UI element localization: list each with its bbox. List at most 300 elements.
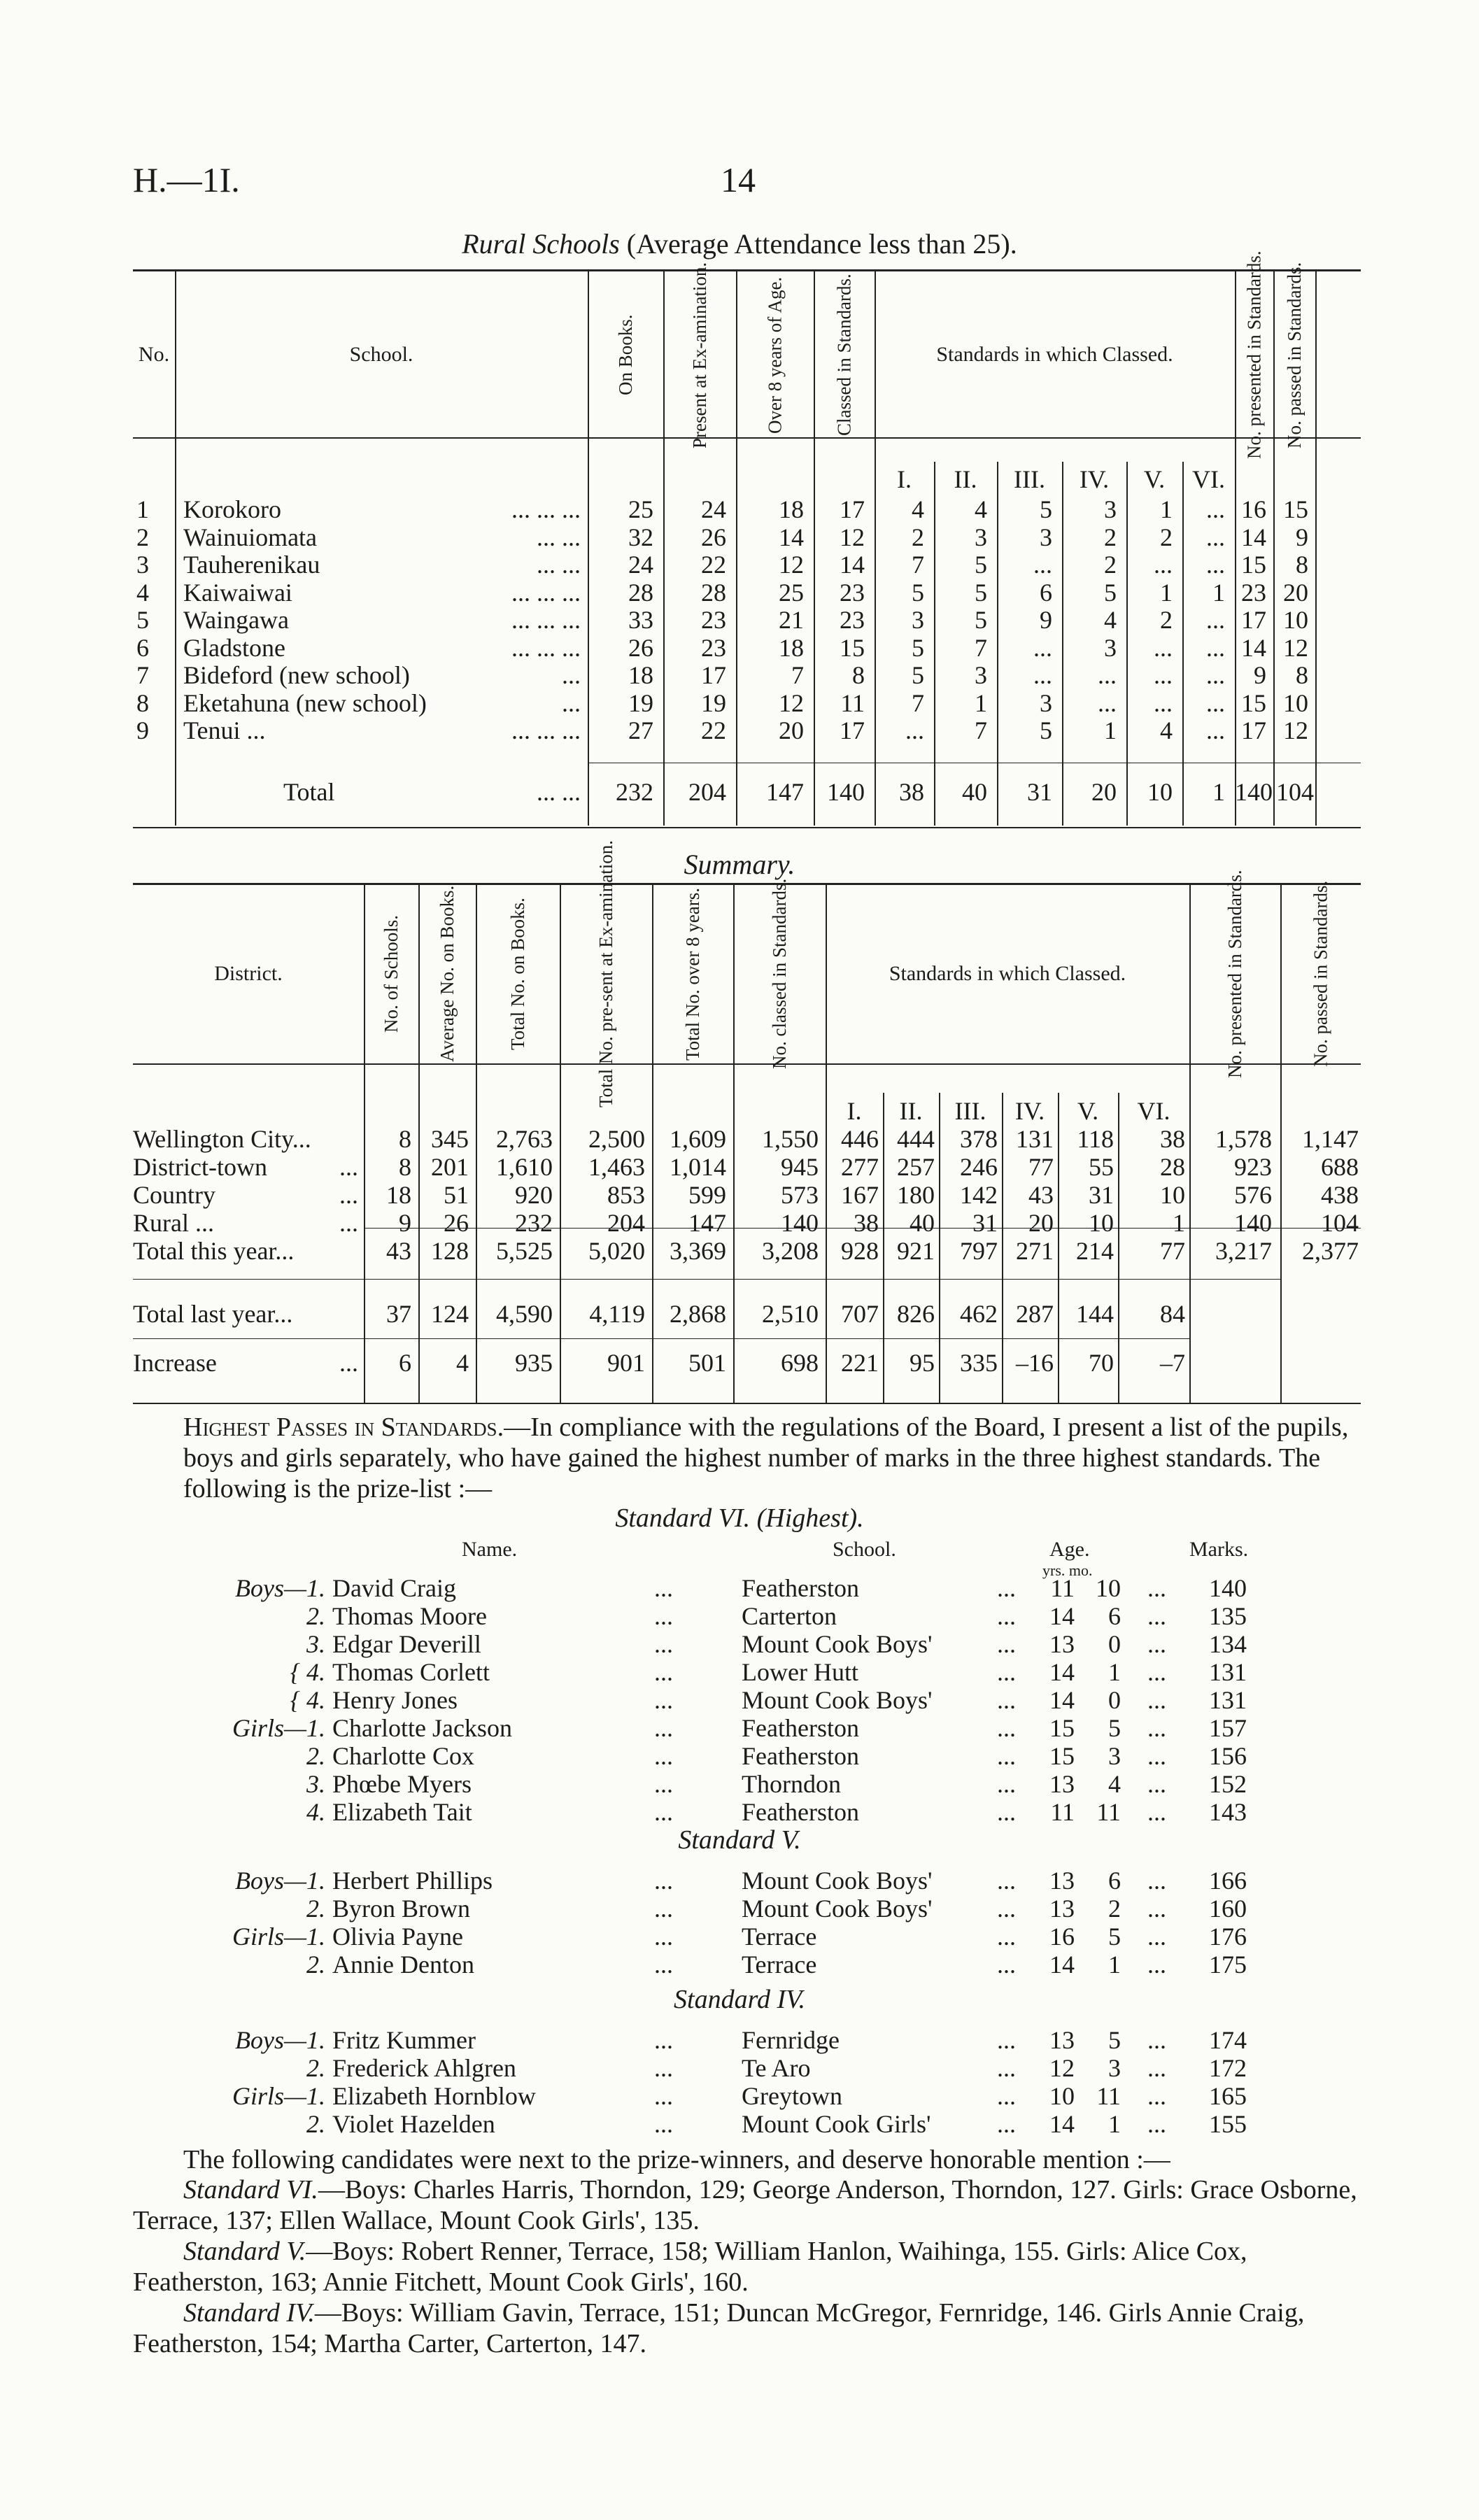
header-presented: No. presented in Standards. bbox=[1243, 250, 1265, 460]
value-std-4: ... bbox=[1098, 688, 1117, 717]
value-presented: 9 bbox=[1254, 661, 1266, 689]
mention-text: —Boys: Charles Harris, Thorndon, 129; George Anderson, Thorndon, 127. Girls: Grace Osborne, Terrace, 137; Ellen Wallace, Mount Cook Girls', 135. bbox=[133, 2175, 1357, 2235]
district-row-pres: 1,463 bbox=[588, 1153, 645, 1181]
increase-std-6: –7 bbox=[1160, 1349, 1185, 1377]
leader-dots: ... bbox=[997, 1630, 1016, 1658]
total-last-year-avg: 124 bbox=[431, 1300, 469, 1328]
leader-dots: ... bbox=[654, 2082, 673, 2110]
value-on: 33 bbox=[628, 606, 653, 634]
std6-entry-name: Thomas Moore bbox=[332, 1602, 487, 1630]
district-row-std-2: 40 bbox=[910, 1209, 935, 1237]
leader-dots: ... ... ... bbox=[511, 633, 581, 662]
value-std-1: ... bbox=[905, 716, 924, 744]
value-passed: 9 bbox=[1296, 523, 1308, 551]
value-std-5: 4 bbox=[1160, 716, 1173, 744]
std5-entry-marks: 175 bbox=[1209, 1951, 1247, 1979]
leader-dots: ... bbox=[1147, 1574, 1166, 1602]
row-no: 4 bbox=[136, 578, 149, 607]
leader-dots: ... bbox=[1147, 1770, 1166, 1798]
total-on: 232 bbox=[616, 778, 653, 806]
leader-dots: ... bbox=[654, 1770, 673, 1798]
leader-dots: ... bbox=[997, 2082, 1016, 2110]
std-head-6: VI. bbox=[1192, 465, 1225, 493]
leader-dots: ... bbox=[339, 1181, 358, 1209]
mention-text: —Boys: William Gavin, Terrace, 151; Duncan McGregor, Fernridge, 146. Girls Annie Craig, Featherston, 154; Martha Carter, Carterton, 147. bbox=[133, 2298, 1305, 2358]
total-last-year-std-6: 84 bbox=[1160, 1300, 1185, 1328]
district-row-n: 8 bbox=[399, 1125, 411, 1153]
col-head-school: School. bbox=[833, 1538, 896, 1561]
mention-paragraph bbox=[133, 2236, 1364, 2298]
std4-entry-name: Fritz Kummer bbox=[332, 2026, 476, 2054]
std4-entry-marks: 155 bbox=[1209, 2110, 1247, 2138]
std-head-2: II. bbox=[899, 1097, 923, 1125]
district-row-district: District-town bbox=[133, 1153, 267, 1181]
value-std-2: 7 bbox=[975, 633, 987, 662]
row-no: 3 bbox=[136, 551, 149, 579]
page-number: 14 bbox=[721, 160, 756, 199]
value-over: 21 bbox=[779, 606, 804, 634]
header-average-on-books: Average No. on Books. bbox=[437, 885, 458, 1063]
leader-dots: ... bbox=[654, 1798, 673, 1826]
value-std-5: 2 bbox=[1160, 523, 1173, 551]
std6-entry-prefix: 2. bbox=[306, 1742, 325, 1770]
std5-entry-prefix: 2. bbox=[306, 1895, 325, 1923]
std6-entry-age-years: 15 bbox=[1049, 1742, 1075, 1770]
leader-dots: ... bbox=[654, 2026, 673, 2054]
std4-entry-name: Violet Hazelden bbox=[332, 2110, 495, 2138]
value-over: 18 bbox=[779, 633, 804, 662]
header-classed: No. classed in Standards. bbox=[769, 878, 790, 1070]
district-row-n: 18 bbox=[386, 1181, 411, 1209]
total-last-year-std-3: 462 bbox=[960, 1300, 998, 1328]
header-on-books: On Books. bbox=[615, 314, 636, 396]
increase-std-4: –16 bbox=[1016, 1349, 1054, 1377]
mention-text: —Boys: Robert Renner, Terrace, 158; William Hanlon, Waihinga, 155. Girls: Alice Cox, Featherston, 163; Annie Fitchett, Mount Cook Girls', 160. bbox=[133, 2237, 1247, 2297]
district-row-std-2: 257 bbox=[897, 1153, 935, 1181]
increase-n: 6 bbox=[399, 1349, 411, 1377]
value-std-2: 3 bbox=[975, 523, 987, 551]
value-pres: 22 bbox=[701, 716, 726, 744]
district-row-std-4: 131 bbox=[1016, 1125, 1054, 1153]
district-row-std-5: 10 bbox=[1089, 1209, 1114, 1237]
value-pres: 26 bbox=[701, 523, 726, 551]
leader-dots: ... bbox=[1147, 1714, 1166, 1742]
total-last-year-pres: 4,119 bbox=[589, 1300, 645, 1328]
value-std-3: 5 bbox=[1040, 495, 1052, 523]
district-row-n: 9 bbox=[399, 1209, 411, 1237]
total-this-year-std-1: 928 bbox=[841, 1237, 879, 1265]
value-std-1: 7 bbox=[912, 551, 924, 579]
std6-entry-prefix: { 4. bbox=[290, 1686, 325, 1714]
total-label: Total bbox=[283, 778, 335, 806]
value-std-2: 7 bbox=[975, 716, 987, 744]
district-row-std-3: 142 bbox=[960, 1181, 998, 1209]
leader-dots: ... bbox=[654, 1686, 673, 1714]
school-name: Kaiwaiwai bbox=[183, 578, 292, 607]
std6-entry-prefix: 2. bbox=[306, 1602, 325, 1630]
total-std-1: 38 bbox=[899, 778, 924, 806]
std5-entry-age-years: 13 bbox=[1049, 1895, 1075, 1923]
value-cls: 12 bbox=[840, 523, 865, 551]
leader-dots: ... bbox=[997, 1923, 1016, 1951]
increase-avg: 4 bbox=[456, 1349, 469, 1377]
school-name: Tauherenikau bbox=[183, 551, 320, 579]
value-std-5: ... bbox=[1154, 661, 1173, 689]
total-this-year-avg: 128 bbox=[431, 1237, 469, 1265]
total-last-year-over: 2,868 bbox=[670, 1300, 726, 1328]
district-row-std-1: 167 bbox=[841, 1181, 879, 1209]
total-presented: 140 bbox=[1235, 778, 1273, 806]
total-std-4: 20 bbox=[1091, 778, 1117, 806]
school-name: Tenui ... bbox=[183, 716, 266, 744]
value-std-2: 3 bbox=[975, 661, 987, 689]
total-last-year-std-2: 826 bbox=[897, 1300, 935, 1328]
std6-entry-age-months: 1 bbox=[1108, 1658, 1121, 1686]
district-row-std-1: 446 bbox=[841, 1125, 879, 1153]
value-std-3: 3 bbox=[1040, 688, 1052, 717]
total-this-year-district: Total this year... bbox=[133, 1237, 295, 1265]
value-std-3: 5 bbox=[1040, 716, 1052, 744]
leader-dots: ... ... bbox=[537, 551, 581, 579]
district-row-cls: 140 bbox=[781, 1209, 819, 1237]
total-this-year-std-6: 77 bbox=[1160, 1237, 1185, 1265]
row-no: 7 bbox=[136, 661, 149, 689]
district-row-avg: 345 bbox=[431, 1125, 469, 1153]
header-standards: Standards in which Classed. bbox=[936, 343, 1173, 366]
leader-dots: ... bbox=[654, 1658, 673, 1686]
std-head-1: I. bbox=[847, 1097, 862, 1125]
value-passed: 20 bbox=[1283, 578, 1308, 607]
std4-entry-name: Frederick Ahlgren bbox=[332, 2054, 516, 2082]
value-cls: 8 bbox=[852, 661, 865, 689]
district-row-district: Country bbox=[133, 1181, 216, 1209]
district-row-passed: 438 bbox=[1321, 1181, 1359, 1209]
standard-v-title: Standard V. bbox=[678, 1825, 801, 1855]
std4-entry-age-months: 3 bbox=[1108, 2054, 1121, 2082]
value-std-5: ... bbox=[1154, 633, 1173, 662]
value-presented: 17 bbox=[1241, 716, 1266, 744]
leader-dots: ... bbox=[1147, 1798, 1166, 1826]
district-row-tb: 1,610 bbox=[496, 1153, 553, 1181]
leader-dots: ... bbox=[1147, 1658, 1166, 1686]
std4-entry-prefix: 2. bbox=[306, 2110, 325, 2138]
district-row-std-3: 246 bbox=[960, 1153, 998, 1181]
intro-lead: Highest Passes in Standards. bbox=[183, 1413, 504, 1442]
value-over: 12 bbox=[779, 688, 804, 717]
std6-entry-age-years: 14 bbox=[1049, 1602, 1075, 1630]
std4-entry-school: Te Aro bbox=[742, 2054, 811, 2082]
row-no: 1 bbox=[136, 495, 149, 523]
header-presented: No. presented in Standards. bbox=[1224, 870, 1245, 1078]
district-row-over: 599 bbox=[688, 1181, 726, 1209]
row-no: 9 bbox=[136, 716, 149, 744]
std6-entry-age-months: 6 bbox=[1108, 1602, 1121, 1630]
leader-dots: ... bbox=[997, 1867, 1016, 1895]
std5-entry-age-months: 6 bbox=[1108, 1867, 1121, 1895]
district-row-avg: 51 bbox=[444, 1181, 469, 1209]
leader-dots: ... bbox=[339, 1209, 358, 1237]
std5-entry-name: Byron Brown bbox=[332, 1895, 470, 1923]
district-row-std-3: 31 bbox=[972, 1209, 998, 1237]
leader-dots: ... bbox=[654, 2110, 673, 2138]
row-no: 5 bbox=[136, 606, 149, 634]
leader-dots: ... bbox=[1147, 2054, 1166, 2082]
total-std-5: 10 bbox=[1147, 778, 1173, 806]
leader-dots: ... bbox=[654, 1742, 673, 1770]
total-last-year-std-4: 287 bbox=[1016, 1300, 1054, 1328]
value-pres: 19 bbox=[701, 688, 726, 717]
value-on: 18 bbox=[628, 661, 653, 689]
header-passed: No. passed in Standards. bbox=[1310, 880, 1331, 1068]
leader-dots: ... bbox=[654, 1630, 673, 1658]
district-row-std-5: 55 bbox=[1089, 1153, 1114, 1181]
std4-entry-marks: 165 bbox=[1209, 2082, 1247, 2110]
std-head-2: II. bbox=[954, 465, 977, 493]
header-school: School. bbox=[349, 343, 413, 366]
std6-entry-school: Featherston bbox=[742, 1574, 859, 1602]
total-std-6: 1 bbox=[1212, 778, 1225, 806]
std-head-3: III. bbox=[1014, 465, 1045, 493]
value-std-5: 1 bbox=[1160, 578, 1173, 607]
std5-entry-name: Olivia Payne bbox=[332, 1923, 463, 1951]
std6-entry-age-months: 5 bbox=[1108, 1714, 1121, 1742]
value-presented: 23 bbox=[1241, 578, 1266, 607]
std-head-4: IV. bbox=[1079, 465, 1110, 493]
value-std-1: 7 bbox=[912, 688, 924, 717]
value-presented: 15 bbox=[1241, 551, 1266, 579]
value-std-2: 1 bbox=[975, 688, 987, 717]
leader-dots: ... ... ... bbox=[511, 495, 581, 523]
district-row-std-1: 277 bbox=[841, 1153, 879, 1181]
district-row-avg: 201 bbox=[431, 1153, 469, 1181]
total-last-year-district: Total last year... bbox=[133, 1300, 293, 1328]
value-presented: 14 bbox=[1241, 523, 1266, 551]
std5-entry-age-months: 5 bbox=[1108, 1923, 1121, 1951]
district-row-std-5: 31 bbox=[1089, 1181, 1114, 1209]
district-row-cls: 1,550 bbox=[762, 1125, 819, 1153]
total-this-year-cls: 3,208 bbox=[762, 1237, 819, 1265]
district-row-over: 1,014 bbox=[670, 1153, 726, 1181]
header-total-on-books: Total No. on Books. bbox=[507, 898, 528, 1050]
school-name: Bideford (new school) bbox=[183, 661, 410, 689]
std4-entry-age-months: 11 bbox=[1096, 2082, 1121, 2110]
value-std-2: 5 bbox=[975, 551, 987, 579]
school-name: Wainuiomata bbox=[183, 523, 318, 551]
value-passed: 8 bbox=[1296, 551, 1308, 579]
header-classed: Classed in Standards. bbox=[833, 274, 855, 437]
value-std-5: ... bbox=[1154, 688, 1173, 717]
leader-dots: ... ... bbox=[537, 523, 581, 551]
std6-entry-prefix: 4. bbox=[306, 1798, 325, 1826]
total-this-year-std-2: 921 bbox=[897, 1237, 935, 1265]
std6-entry-prefix: 3. bbox=[306, 1630, 325, 1658]
std6-entry-marks: 131 bbox=[1209, 1658, 1247, 1686]
std6-entry-marks: 135 bbox=[1209, 1602, 1247, 1630]
value-passed: 10 bbox=[1283, 606, 1308, 634]
district-row-presented: 140 bbox=[1234, 1209, 1272, 1237]
std-head-1: I. bbox=[897, 465, 912, 493]
leader-dots: ... ... bbox=[537, 778, 581, 806]
std6-entry-age-months: 3 bbox=[1108, 1742, 1121, 1770]
std6-entry-age-years: 11 bbox=[1050, 1798, 1075, 1826]
value-std-3: 3 bbox=[1040, 523, 1052, 551]
total-this-year-passed: 2,377 bbox=[1302, 1237, 1359, 1265]
std6-entry-name: David Craig bbox=[332, 1574, 456, 1602]
std6-entry-school: Featherston bbox=[742, 1798, 859, 1826]
leader-dots: ... bbox=[997, 1686, 1016, 1714]
value-cls: 17 bbox=[840, 495, 865, 523]
std6-entry-marks: 131 bbox=[1209, 1686, 1247, 1714]
leader-dots: ... bbox=[997, 1714, 1016, 1742]
total-cls: 140 bbox=[827, 778, 865, 806]
district-row-std-4: 77 bbox=[1028, 1153, 1054, 1181]
value-std-2: 4 bbox=[975, 495, 987, 523]
header-total-present: Total No. pre-sent at Ex-amination. bbox=[595, 840, 616, 1107]
value-std-6: ... bbox=[1206, 633, 1225, 662]
std6-entry-marks: 157 bbox=[1209, 1714, 1247, 1742]
header-no: No. bbox=[138, 343, 170, 366]
std6-entry-age-years: 11 bbox=[1050, 1574, 1075, 1602]
std5-entry-school: Terrace bbox=[742, 1923, 817, 1951]
value-pres: 22 bbox=[701, 551, 726, 579]
district-row-presented: 923 bbox=[1234, 1153, 1272, 1181]
std-head-4: IV. bbox=[1014, 1097, 1045, 1125]
std6-entry-school: Featherston bbox=[742, 1742, 859, 1770]
district-row-std-4: 43 bbox=[1028, 1181, 1054, 1209]
row-no: 8 bbox=[136, 688, 149, 717]
value-pres: 23 bbox=[701, 633, 726, 662]
school-name: Eketahuna (new school) bbox=[183, 688, 427, 717]
std6-entry-prefix: Boys—1. bbox=[235, 1574, 325, 1602]
std6-entry-age-months: 0 bbox=[1108, 1686, 1121, 1714]
std4-entry-age-years: 12 bbox=[1049, 2054, 1075, 2082]
value-pres: 28 bbox=[701, 578, 726, 607]
value-cls: 17 bbox=[840, 716, 865, 744]
school-name: Gladstone bbox=[183, 633, 285, 662]
value-passed: 15 bbox=[1283, 495, 1308, 523]
district-row-passed: 1,147 bbox=[1302, 1125, 1359, 1153]
value-on: 32 bbox=[628, 523, 653, 551]
total-last-year-std-1: 707 bbox=[841, 1300, 879, 1328]
value-presented: 16 bbox=[1241, 495, 1266, 523]
value-std-6: ... bbox=[1206, 495, 1225, 523]
total-this-year-std-5: 214 bbox=[1076, 1237, 1114, 1265]
value-std-6: ... bbox=[1206, 523, 1225, 551]
leader-dots: ... bbox=[997, 1770, 1016, 1798]
mention-standard: Standard IV. bbox=[183, 2298, 315, 2328]
col-head-yrs-mo: yrs. mo. bbox=[1042, 1562, 1093, 1579]
std4-entry-age-months: 1 bbox=[1108, 2110, 1121, 2138]
district-row-tb: 2,763 bbox=[496, 1125, 553, 1153]
std6-entry-age-years: 15 bbox=[1049, 1714, 1075, 1742]
std6-entry-age-months: 4 bbox=[1108, 1770, 1121, 1798]
leader-dots: ... ... ... bbox=[511, 716, 581, 744]
value-std-5: 2 bbox=[1160, 606, 1173, 634]
value-std-4: ... bbox=[1098, 661, 1117, 689]
std6-entry-name: Thomas Corlett bbox=[332, 1658, 490, 1686]
leader-dots: ... bbox=[562, 688, 581, 717]
value-std-4: 4 bbox=[1104, 606, 1117, 634]
value-std-5: 1 bbox=[1160, 495, 1173, 523]
value-pres: 24 bbox=[701, 495, 726, 523]
district-row-over: 1,609 bbox=[670, 1125, 726, 1153]
value-on: 24 bbox=[628, 551, 653, 579]
std-head-6: VI. bbox=[1137, 1097, 1170, 1125]
leader-dots: ... bbox=[339, 1153, 358, 1181]
summary-caption: Summary. bbox=[684, 849, 795, 880]
intro-text: —In compliance with the regulations of the Board, I present a list of the pupils, boys and girls separately, who have gained the highest number of marks in the three highest standards. The following is the prize-list :— bbox=[183, 1413, 1349, 1503]
std6-entry-name: Charlotte Cox bbox=[332, 1742, 474, 1770]
value-on: 28 bbox=[628, 578, 653, 607]
school-name: Waingawa bbox=[183, 606, 290, 634]
std5-entry-prefix: Boys—1. bbox=[235, 1867, 325, 1895]
district-row-cls: 945 bbox=[781, 1153, 819, 1181]
std-head-5: V. bbox=[1077, 1097, 1099, 1125]
value-std-1: 5 bbox=[912, 578, 924, 607]
std4-entry-age-years: 14 bbox=[1049, 2110, 1075, 2138]
leader-dots: ... bbox=[997, 1742, 1016, 1770]
district-row-std-2: 180 bbox=[897, 1181, 935, 1209]
leader-dots: ... bbox=[1147, 1630, 1166, 1658]
district-row-tb: 920 bbox=[515, 1181, 553, 1209]
std5-entry-age-months: 1 bbox=[1108, 1951, 1121, 1979]
std4-entry-age-years: 10 bbox=[1049, 2082, 1075, 2110]
value-over: 14 bbox=[779, 523, 804, 551]
value-std-1: 5 bbox=[912, 633, 924, 662]
std5-entry-name: Herbert Phillips bbox=[332, 1867, 493, 1895]
value-passed: 12 bbox=[1283, 633, 1308, 662]
leader-dots: ... bbox=[654, 1923, 673, 1951]
value-on: 19 bbox=[628, 688, 653, 717]
district-row-std-6: 38 bbox=[1160, 1125, 1185, 1153]
total-last-year-tb: 4,590 bbox=[496, 1300, 553, 1328]
value-std-2: 5 bbox=[975, 578, 987, 607]
district-row-over: 147 bbox=[688, 1209, 726, 1237]
std5-entry-age-years: 16 bbox=[1049, 1923, 1075, 1951]
increase-over: 501 bbox=[688, 1349, 726, 1377]
std4-entry-school: Fernridge bbox=[742, 2026, 840, 2054]
district-row-district: Rural ... bbox=[133, 1209, 214, 1237]
std6-entry-prefix: Girls—1. bbox=[232, 1714, 325, 1742]
total-std-2: 40 bbox=[962, 778, 987, 806]
district-row-tb: 232 bbox=[515, 1209, 553, 1237]
leader-dots: ... bbox=[1147, 1602, 1166, 1630]
leader-dots: ... bbox=[654, 1574, 673, 1602]
value-std-6: ... bbox=[1206, 551, 1225, 579]
std6-entry-name: Elizabeth Tait bbox=[332, 1798, 472, 1826]
std6-entry-age-months: 0 bbox=[1108, 1630, 1121, 1658]
leader-dots: ... bbox=[997, 1602, 1016, 1630]
value-cls: 14 bbox=[840, 551, 865, 579]
leader-dots: ... bbox=[1147, 2110, 1166, 2138]
value-std-4: 5 bbox=[1104, 578, 1117, 607]
std4-entry-school: Greytown bbox=[742, 2082, 842, 2110]
increase-std-5: 70 bbox=[1089, 1349, 1114, 1377]
leader-dots: ... bbox=[997, 2054, 1016, 2082]
value-presented: 17 bbox=[1241, 606, 1266, 634]
std6-entry-prefix: { 4. bbox=[290, 1658, 325, 1686]
leader-dots: ... bbox=[339, 1349, 358, 1377]
standard-vi-title: Standard VI. (Highest). bbox=[615, 1503, 864, 1533]
std6-entry-school: Featherston bbox=[742, 1714, 859, 1742]
value-passed: 8 bbox=[1296, 661, 1308, 689]
std4-entry-name: Elizabeth Hornblow bbox=[332, 2082, 536, 2110]
increase-district: Increase bbox=[133, 1349, 217, 1377]
total-pres: 204 bbox=[688, 778, 726, 806]
std5-entry-age-months: 2 bbox=[1108, 1895, 1121, 1923]
leader-dots: ... bbox=[1147, 1895, 1166, 1923]
mention-standard: Standard VI. bbox=[183, 2175, 318, 2204]
